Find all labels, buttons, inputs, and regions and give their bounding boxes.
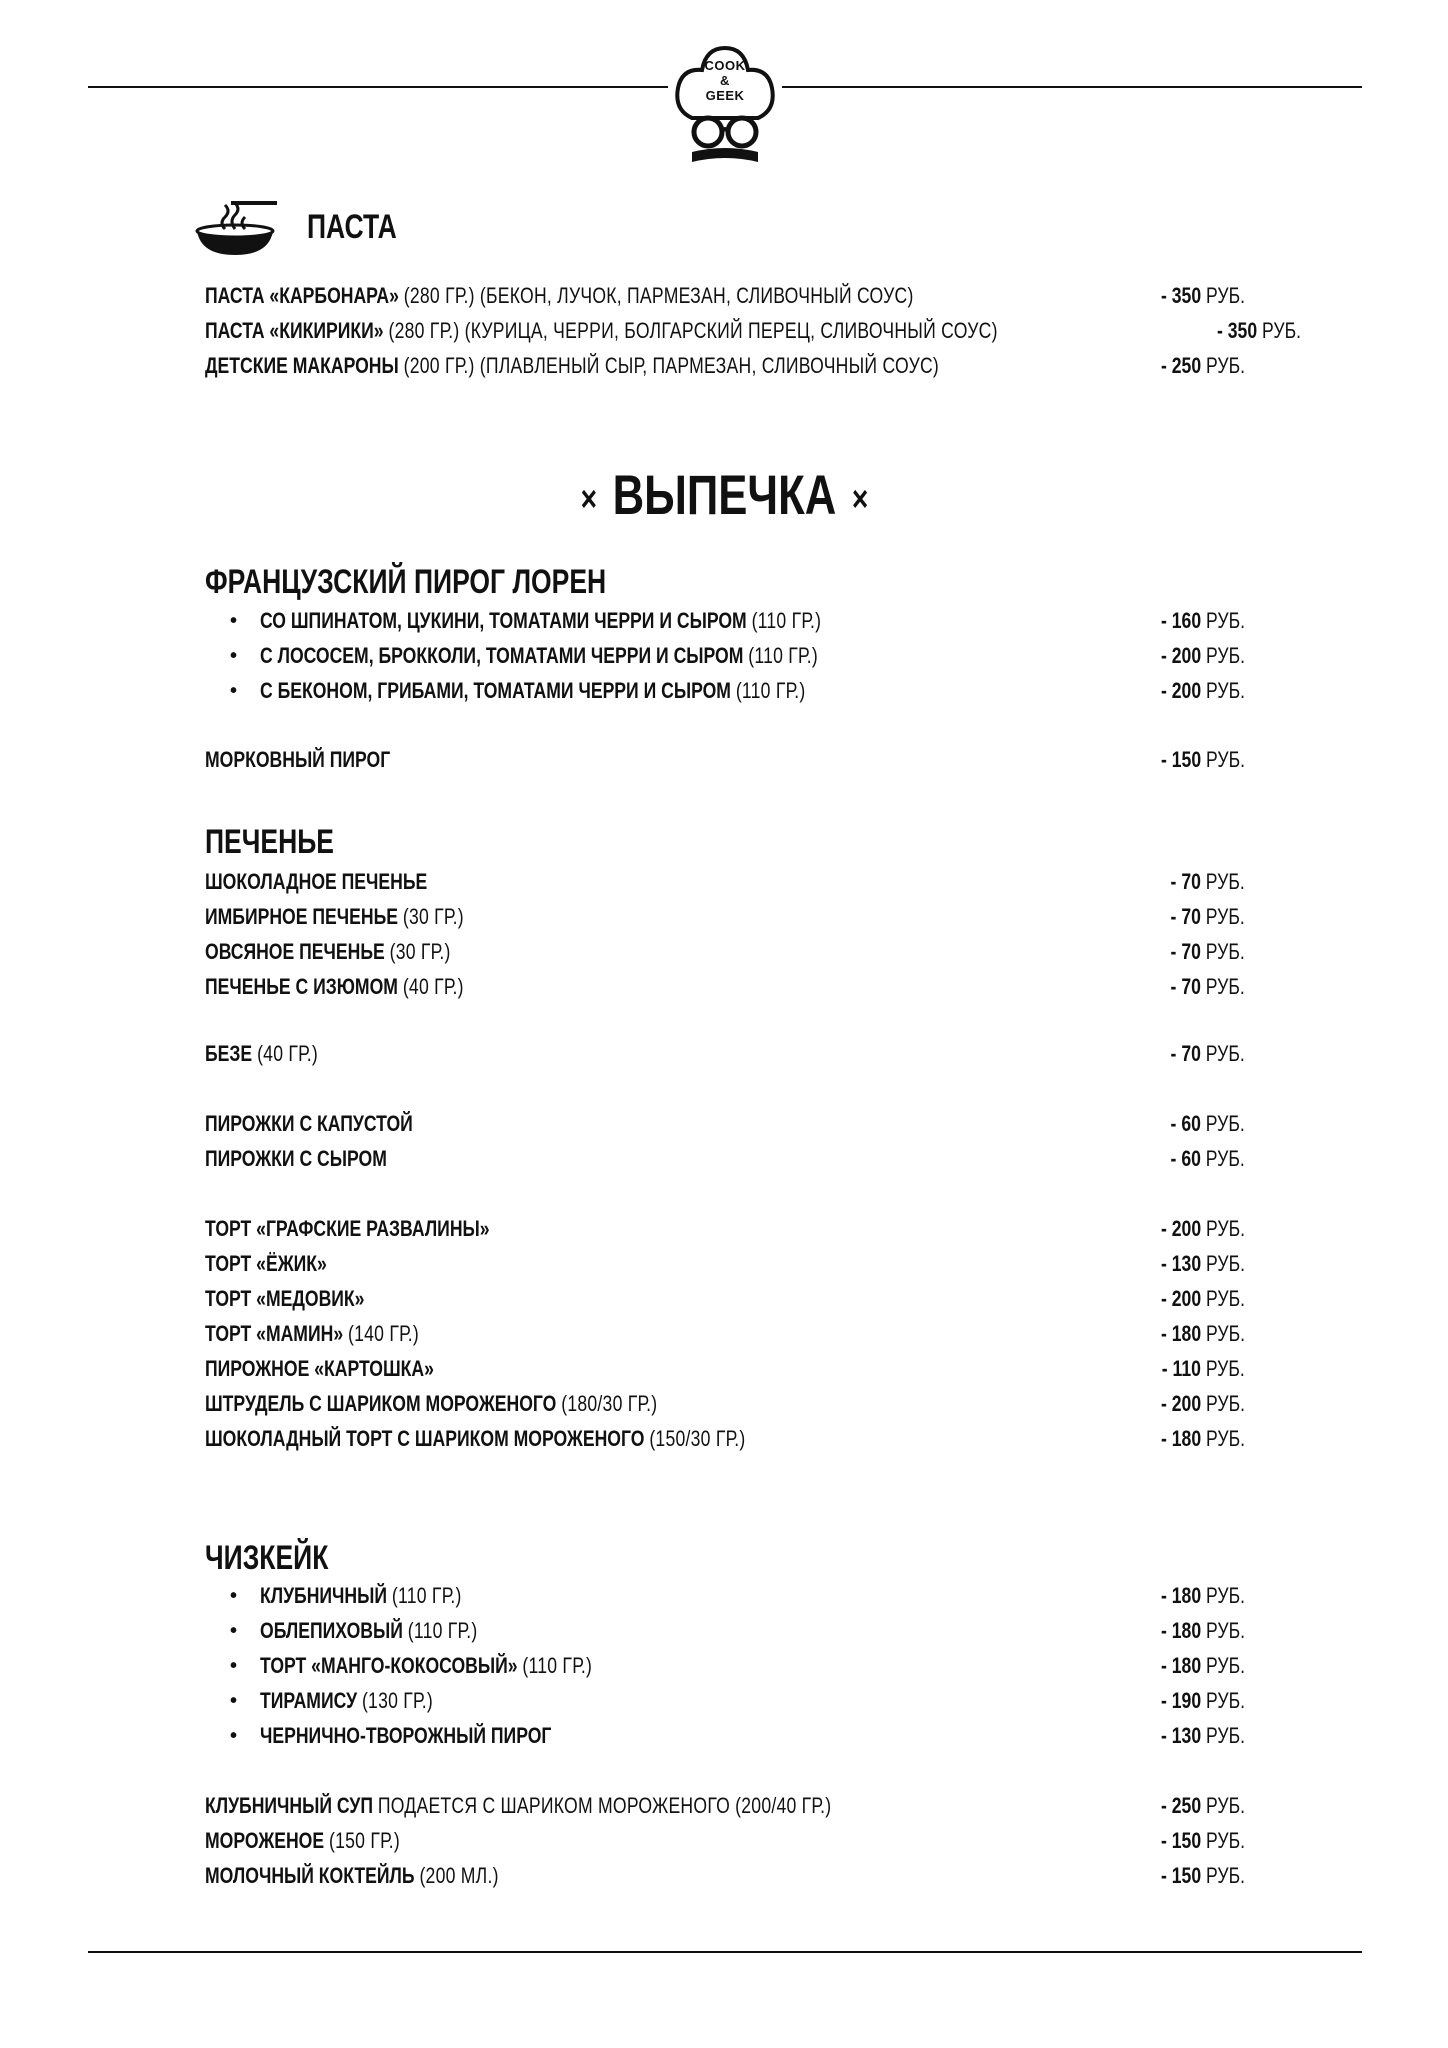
menu-item	[230, 1649, 1245, 1683]
menu-item-desc: (110 ГР.)	[748, 643, 818, 668]
price-value: 70	[1181, 904, 1202, 929]
cook-and-geek-logo	[670, 40, 780, 170]
menu-item-desc: (150 ГР.)	[329, 1828, 400, 1853]
menu-item-text	[205, 1111, 1105, 1137]
menu-item-desc: (150/30 ГР.)	[649, 1426, 746, 1451]
price-value: 160	[1171, 608, 1202, 633]
top-rule-right	[782, 86, 1362, 88]
menu-item-desc: (130 ГР.)	[361, 1688, 433, 1713]
price-value: 70	[1181, 1041, 1202, 1066]
price-value: 180	[1171, 1618, 1202, 1643]
menu-item-name: ЧЕРНИЧНО-ТВОРОЖНЫЙ ПИРОГ	[260, 1723, 552, 1748]
price-currency: РУБ.	[1206, 1251, 1245, 1276]
menu-item	[205, 1142, 1245, 1176]
menu-item	[230, 1719, 1245, 1753]
price-dash: -	[1160, 1391, 1167, 1416]
menu-item-desc: (280 ГР.) (БЕКОН, ЛУЧОК, ПАРМЕЗАН, СЛИВОЧНЫЙ СОУС)	[403, 283, 914, 308]
price-currency: РУБ.	[1206, 1426, 1245, 1451]
menu-item-desc: (110 ГР.)	[735, 678, 806, 703]
price-currency: РУБ.	[1206, 1041, 1245, 1066]
price-currency: РУБ.	[1206, 678, 1245, 703]
menu-item-name: ТИРАМИСУ	[260, 1688, 358, 1713]
menu-item-name: СО ШПИНАТОМ, ЦУКИНИ, ТОМАТАМИ ЧЕРРИ И СЫРОМ	[260, 608, 747, 633]
menu-item	[230, 1684, 1245, 1718]
menu-item-desc: (40 ГР.)	[257, 1041, 319, 1066]
menu-item	[205, 1212, 1245, 1246]
menu-item-text	[205, 974, 1105, 1000]
logo-line-3: GEEK	[705, 88, 745, 103]
menu-item-text	[205, 1251, 1105, 1277]
menu-item-name: ИМБИРНОЕ ПЕЧЕНЬЕ	[205, 904, 398, 929]
menu-item-text	[205, 283, 1105, 309]
bullet-icon: •	[230, 679, 238, 702]
menu-item	[205, 1037, 1245, 1071]
price-currency: РУБ.	[1206, 1863, 1245, 1888]
price-currency: РУБ.	[1206, 1583, 1245, 1608]
menu-item-desc: (200 МЛ.)	[419, 1863, 499, 1888]
price-dash: -	[1160, 1828, 1167, 1853]
price-dash: -	[1160, 1216, 1167, 1241]
menu-item	[205, 349, 1245, 383]
menu-item-price	[1105, 1583, 1245, 1609]
menu-item	[205, 1317, 1245, 1351]
cheesecake-heading: ЧИЗКЕЙК	[205, 1538, 329, 1577]
logo-wordmark	[670, 58, 780, 103]
menu-item	[205, 1352, 1245, 1386]
price-value: 190	[1171, 1688, 1202, 1713]
bakery-title-block	[0, 462, 1448, 527]
price-dash: -	[1160, 678, 1167, 703]
menu-item-name: ОВСЯНОЕ ПЕЧЕНЬЕ	[205, 939, 385, 964]
menu-item-text	[205, 1146, 1105, 1172]
menu-item-name: КЛУБНИЧНЫЙ	[260, 1583, 388, 1608]
menu-item-price	[1105, 1216, 1245, 1242]
menu-item	[205, 865, 1245, 899]
cross-mark-icon: ×	[580, 478, 597, 520]
menu-item-price	[1196, 318, 1301, 344]
menu-item-price	[1105, 1356, 1245, 1382]
menu-item-text	[205, 318, 1196, 344]
menu-item-name: ПИРОЖКИ С КАПУСТОЙ	[205, 1111, 413, 1136]
logo-line-1: COOK	[704, 58, 746, 73]
price-value: 200	[1171, 643, 1202, 668]
menu-item-price	[1105, 608, 1245, 634]
price-value: 180	[1171, 1321, 1202, 1346]
menu-item-text	[230, 678, 1105, 704]
menu-item	[230, 639, 1245, 673]
price-value: 130	[1171, 1723, 1202, 1748]
price-dash: -	[1160, 1321, 1167, 1346]
menu-item-name: ДЕТСКИЕ МАКАРОНЫ	[205, 353, 399, 378]
menu-item-price	[1105, 643, 1245, 669]
menu-item-price	[1105, 1828, 1245, 1854]
price-currency: РУБ.	[1206, 643, 1245, 668]
cookies-heading: ПЕЧЕНЬЕ	[205, 822, 334, 861]
menu-item-name: БЕЗЕ	[205, 1041, 253, 1066]
price-value: 180	[1171, 1653, 1202, 1678]
menu-item-price	[1123, 353, 1245, 379]
menu-item-desc: (40 ГР.)	[402, 974, 464, 999]
menu-item	[205, 1282, 1245, 1316]
menu-item-name: ТОРТ «МАНГО-КОКОСОВЫЙ»	[260, 1653, 518, 1678]
menu-item	[205, 1789, 1245, 1823]
menu-item-name: ШТРУДЕЛЬ С ШАРИКОМ МОРОЖЕНОГО	[205, 1391, 557, 1416]
menu-item	[205, 314, 1301, 348]
menu-item	[205, 935, 1245, 969]
menu-item-name: МОЛОЧНЫЙ КОКТЕЙЛЬ	[205, 1863, 415, 1888]
price-dash: -	[1160, 1618, 1167, 1643]
price-currency: РУБ.	[1206, 353, 1245, 378]
menu-item-name: МОРКОВНЫЙ ПИРОГ	[205, 747, 391, 772]
bullet-icon: •	[230, 1724, 238, 1747]
menu-item	[205, 279, 1245, 313]
price-currency: РУБ.	[1206, 747, 1245, 772]
price-dash: -	[1160, 1723, 1167, 1748]
price-currency: РУБ.	[1206, 1723, 1245, 1748]
menu-item-price	[1105, 747, 1245, 773]
menu-item-name: С ЛОСОСЕМ, БРОККОЛИ, ТОМАТАМИ ЧЕРРИ И СЫРОМ	[260, 643, 744, 668]
bullet-icon: •	[230, 1654, 238, 1677]
price-value: 60	[1181, 1111, 1202, 1136]
price-dash: -	[1160, 1583, 1167, 1608]
menu-item-desc: (180/30 ГР.)	[561, 1391, 658, 1416]
menu-item	[205, 1824, 1245, 1858]
price-value: 110	[1172, 1356, 1202, 1381]
menu-item-text	[205, 1321, 1105, 1347]
menu-item-text	[230, 1653, 1105, 1679]
price-value: 200	[1171, 1216, 1202, 1241]
menu-item-name: ШОКОЛАДНОЕ ПЕЧЕНЬЕ	[205, 869, 428, 894]
menu-item-price	[1105, 1688, 1245, 1714]
menu-item-price	[1105, 1426, 1245, 1452]
price-dash: -	[1160, 283, 1167, 308]
menu-item-price	[1105, 1723, 1245, 1749]
menu-item-text	[230, 608, 1105, 634]
menu-item-desc: (110 ГР.)	[407, 1618, 478, 1643]
menu-item	[205, 1247, 1245, 1281]
menu-item-text	[230, 643, 1105, 669]
price-currency: РУБ.	[1206, 608, 1245, 633]
menu-item-name: ОБЛЕПИХОВЫЙ	[260, 1618, 403, 1643]
bakery-title: ВЫПЕЧКА	[612, 463, 836, 526]
menu-item-price	[1105, 869, 1245, 895]
price-value: 250	[1171, 353, 1202, 378]
price-currency: РУБ.	[1206, 1216, 1245, 1241]
pasta-section-header	[195, 192, 422, 262]
price-currency: РУБ.	[1206, 283, 1245, 308]
menu-item	[205, 1422, 1245, 1456]
price-value: 70	[1181, 974, 1202, 999]
menu-item-price	[1105, 1321, 1245, 1347]
price-value: 60	[1181, 1146, 1202, 1171]
price-currency: РУБ.	[1206, 1146, 1245, 1171]
menu-item-text	[205, 939, 1105, 965]
price-dash: -	[1160, 1653, 1167, 1678]
menu-item-text	[230, 1618, 1105, 1644]
menu-item-name: ТОРТ «ГРАФСКИЕ РАЗВАЛИНЫ»	[205, 1216, 490, 1241]
menu-item	[230, 604, 1245, 638]
menu-item-text	[205, 1041, 1105, 1067]
menu-item-price	[1105, 1251, 1245, 1277]
menu-item	[205, 970, 1245, 1004]
price-currency: РУБ.	[1206, 904, 1245, 929]
menu-item-text	[230, 1583, 1105, 1609]
menu-item-name: ПИРОЖНОЕ «КАРТОШКА»	[205, 1356, 434, 1381]
price-value: 200	[1171, 678, 1202, 703]
lorraine-heading: ФРАНЦУЗСКИЙ ПИРОГ ЛОРЕН	[205, 562, 607, 601]
price-currency: РУБ.	[1206, 869, 1245, 894]
menu-item	[205, 1107, 1245, 1141]
menu-item	[205, 1859, 1245, 1893]
price-dash: -	[1160, 1688, 1167, 1713]
menu-item-name: ТОРТ «МЕДОВИК»	[205, 1286, 365, 1311]
menu-item-price	[1105, 1286, 1245, 1312]
menu-item-text	[205, 747, 1105, 773]
menu-item-price	[1105, 678, 1245, 704]
menu-item-price	[1105, 1653, 1245, 1679]
price-currency: РУБ.	[1206, 1111, 1245, 1136]
menu-item-desc: (110 ГР.)	[751, 608, 822, 633]
bullet-icon: •	[230, 1689, 238, 1712]
price-value: 150	[1171, 1828, 1202, 1853]
bullet-icon: •	[230, 644, 238, 667]
menu-item-text	[205, 1286, 1105, 1312]
price-value: 250	[1171, 1793, 1202, 1818]
price-currency: РУБ.	[1206, 1793, 1245, 1818]
menu-item-price	[1105, 1793, 1245, 1819]
price-currency: РУБ.	[1206, 1653, 1245, 1678]
price-dash: -	[1160, 747, 1167, 772]
price-value: 150	[1171, 1863, 1202, 1888]
menu-item-name: ТОРТ «ЁЖИК»	[205, 1251, 327, 1276]
menu-item-name: ПАСТА «КИКИРИКИ»	[205, 318, 384, 343]
price-currency: РУБ.	[1206, 1688, 1245, 1713]
price-currency: РУБ.	[1206, 1618, 1245, 1643]
menu-item-price	[1105, 283, 1245, 309]
menu-item-text	[205, 1426, 1105, 1452]
menu-item-price	[1105, 904, 1245, 930]
top-rule	[88, 86, 668, 88]
menu-item	[230, 1579, 1245, 1613]
menu-item-desc: (110 ГР.)	[522, 1653, 593, 1678]
price-value: 350	[1171, 283, 1202, 308]
price-value: 130	[1171, 1251, 1202, 1276]
menu-item-name: ПЕЧЕНЬЕ С ИЗЮМОМ	[205, 974, 398, 999]
price-currency: РУБ.	[1206, 1391, 1245, 1416]
pasta-title: ПАСТА	[307, 207, 397, 246]
price-value: 200	[1171, 1391, 1202, 1416]
price-dash: -	[1160, 1286, 1167, 1311]
price-value: 70	[1181, 869, 1202, 894]
menu-item-text	[205, 1356, 1105, 1382]
menu-item-desc: (110 ГР.)	[391, 1583, 462, 1608]
price-dash: -	[1160, 353, 1167, 378]
price-value: 350	[1227, 318, 1258, 343]
price-dash: -	[1170, 1041, 1177, 1066]
price-currency: РУБ.	[1206, 939, 1245, 964]
menu-item-desc: ПОДАЕТСЯ С ШАРИКОМ МОРОЖЕНОГО (200/40 ГР.)	[377, 1793, 832, 1818]
menu-item-text	[205, 1391, 1105, 1417]
menu-item	[205, 743, 1245, 777]
menu-item-name: ТОРТ «МАМИН»	[205, 1321, 344, 1346]
menu-item-price	[1105, 1111, 1245, 1137]
price-value: 70	[1181, 939, 1202, 964]
menu-item-desc: (140 ГР.)	[348, 1321, 419, 1346]
menu-item-price	[1105, 1041, 1245, 1067]
price-currency: РУБ.	[1206, 1356, 1245, 1381]
menu-item-text	[205, 353, 1123, 379]
price-dash: -	[1170, 904, 1177, 929]
menu-item-text	[205, 1793, 1105, 1819]
menu-item-desc: (30 ГР.)	[402, 904, 464, 929]
menu-item-price	[1105, 974, 1245, 1000]
price-dash: -	[1170, 1146, 1177, 1171]
menu-item-text	[205, 1828, 1105, 1854]
price-dash: -	[1170, 974, 1177, 999]
menu-item-text	[230, 1723, 1105, 1749]
price-currency: РУБ.	[1206, 1286, 1245, 1311]
logo-line-2: &	[720, 73, 730, 88]
price-dash: -	[1160, 1251, 1167, 1276]
menu-item-name: С БЕКОНОМ, ГРИБАМИ, ТОМАТАМИ ЧЕРРИ И СЫРОМ	[260, 678, 731, 703]
menu-item-price	[1105, 1146, 1245, 1172]
price-dash: -	[1160, 1863, 1167, 1888]
price-dash: -	[1160, 608, 1167, 633]
pasta-bowl-icon	[195, 197, 279, 257]
menu-item-desc: (30 ГР.)	[389, 939, 451, 964]
menu-item-text	[205, 1863, 1105, 1889]
price-currency: РУБ.	[1261, 318, 1301, 343]
menu-item-text	[230, 1688, 1105, 1714]
menu-item-price	[1105, 1618, 1245, 1644]
price-value: 180	[1171, 1426, 1202, 1451]
menu-item-price	[1105, 1863, 1245, 1889]
price-dash: -	[1160, 1793, 1167, 1818]
menu-item-name: ПАСТА «КАРБОНАРА»	[205, 283, 399, 308]
price-dash: -	[1170, 939, 1177, 964]
price-value: 200	[1171, 1286, 1202, 1311]
menu-item-name: ШОКОЛАДНЫЙ ТОРТ С ШАРИКОМ МОРОЖЕНОГО	[205, 1426, 645, 1451]
menu-item-price	[1105, 939, 1245, 965]
bullet-icon: •	[230, 1584, 238, 1607]
menu-item	[205, 1387, 1245, 1421]
menu-item-desc: (200 ГР.) (ПЛАВЛЕНЫЙ СЫР, ПАРМЕЗАН, СЛИВОЧНЫЙ СОУС)	[403, 353, 940, 378]
menu-item-price	[1105, 1391, 1245, 1417]
cross-mark-icon: ×	[851, 478, 868, 520]
menu-item-text	[205, 869, 1105, 895]
menu-item-desc: (280 ГР.) (КУРИЦА, ЧЕРРИ, БОЛГАРСКИЙ ПЕРЕЦ, СЛИВОЧНЫЙ СОУС)	[388, 318, 998, 343]
price-dash: -	[1170, 869, 1177, 894]
menu-item	[205, 900, 1245, 934]
menu-item-text	[205, 904, 1105, 930]
price-value: 180	[1171, 1583, 1202, 1608]
price-dash: -	[1160, 1426, 1167, 1451]
bullet-icon: •	[230, 1619, 238, 1642]
price-currency: РУБ.	[1206, 1828, 1245, 1853]
menu-item	[230, 674, 1245, 708]
menu-item-text	[205, 1216, 1105, 1242]
bottom-rule	[88, 1951, 1362, 1953]
menu-item-name: ПИРОЖКИ С СЫРОМ	[205, 1146, 387, 1171]
menu-item-name: КЛУБНИЧНЫЙ СУП	[205, 1793, 373, 1818]
price-dash: -	[1161, 1356, 1168, 1381]
bullet-icon: •	[230, 609, 238, 632]
price-dash: -	[1170, 1111, 1177, 1136]
price-currency: РУБ.	[1206, 1321, 1245, 1346]
menu-item	[230, 1614, 1245, 1648]
menu-item-name: МОРОЖЕНОЕ	[205, 1828, 325, 1853]
price-dash: -	[1160, 643, 1167, 668]
price-currency: РУБ.	[1206, 974, 1245, 999]
price-dash: -	[1216, 318, 1223, 343]
price-value: 150	[1171, 747, 1202, 772]
